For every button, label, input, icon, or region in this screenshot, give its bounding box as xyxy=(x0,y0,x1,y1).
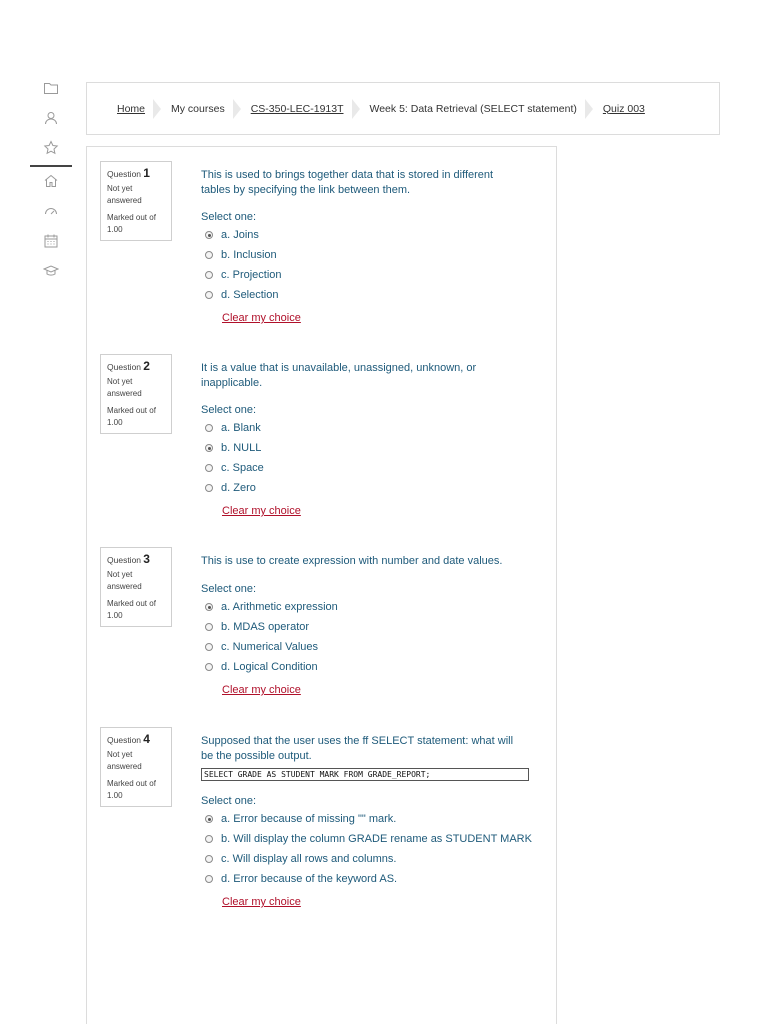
radio-button[interactable] xyxy=(205,603,213,611)
answer-option[interactable] xyxy=(205,422,261,434)
sql-code-block: SELECT GRADE AS STUDENT MARK FROM GRADE_REPORT; xyxy=(201,768,529,781)
question-number: 1 xyxy=(143,166,150,180)
radio-button[interactable] xyxy=(205,875,213,883)
answer-label[interactable]: b. Inclusion xyxy=(221,249,277,261)
question-info xyxy=(100,161,172,241)
user-icon[interactable] xyxy=(43,110,59,126)
radio-button[interactable] xyxy=(205,424,213,432)
answer-option[interactable] xyxy=(205,229,259,241)
answer-option[interactable] xyxy=(205,482,256,494)
answer-option[interactable] xyxy=(205,269,282,281)
answer-label[interactable]: a. Joins xyxy=(221,229,259,241)
select-one-prompt: Select one: xyxy=(201,795,257,807)
clear-choice-link[interactable]: Clear my choice xyxy=(222,312,301,324)
radio-button[interactable] xyxy=(205,444,213,452)
question-grade: Marked out of 1.00 xyxy=(107,779,156,800)
breadcrumb-separator xyxy=(153,99,161,119)
question-number: 2 xyxy=(143,359,150,373)
answer-label[interactable]: d. Zero xyxy=(221,482,256,494)
answer-option[interactable] xyxy=(205,442,261,454)
question-grade: Marked out of 1.00 xyxy=(107,599,156,620)
breadcrumb-separator xyxy=(233,99,241,119)
breadcrumb-separator xyxy=(352,99,360,119)
question-grade: Marked out of 1.00 xyxy=(107,406,156,427)
radio-button[interactable] xyxy=(205,643,213,651)
answer-label[interactable]: b. Will display the column GRADE rename as STUDENT MARK xyxy=(221,833,532,845)
breadcrumb-week[interactable]: Week 5: Data Retrieval (SELECT statement) xyxy=(369,102,577,115)
calendar-icon[interactable] xyxy=(43,233,59,249)
quiz-panel xyxy=(86,146,557,1024)
answer-label[interactable]: c. Projection xyxy=(221,269,282,281)
question-label: Question xyxy=(107,362,142,372)
answer-option[interactable] xyxy=(205,661,318,673)
radio-button[interactable] xyxy=(205,815,213,823)
answer-label[interactable]: d. Selection xyxy=(221,289,279,301)
radio-button[interactable] xyxy=(205,835,213,843)
radio-button[interactable] xyxy=(205,251,213,259)
answer-option[interactable] xyxy=(205,621,309,633)
answer-option[interactable] xyxy=(205,853,396,865)
question-label: Question xyxy=(107,169,142,179)
answer-label[interactable]: b. NULL xyxy=(221,442,262,454)
question-state: Not yet answered xyxy=(107,377,142,398)
question-state: Not yet answered xyxy=(107,184,142,205)
answer-option[interactable] xyxy=(205,813,396,825)
question-state: Not yet answered xyxy=(107,570,142,591)
dashboard-icon[interactable] xyxy=(43,203,59,219)
question-text: It is a value that is unavailable, unassigned, unknown, or inapplicable. xyxy=(201,362,477,389)
question-number: 3 xyxy=(143,552,150,566)
answer-label[interactable]: a. Arithmetic expression xyxy=(221,601,338,613)
question-state: Not yet answered xyxy=(107,750,142,771)
answer-label[interactable]: d. Logical Condition xyxy=(221,661,318,673)
question-text: This is used to brings together data that is stored in different tables by specifying the link between them. xyxy=(201,169,494,196)
rail-divider xyxy=(30,165,72,167)
breadcrumb-course[interactable]: CS-350-LEC-1913T xyxy=(250,102,344,115)
select-one-prompt: Select one: xyxy=(201,583,257,595)
breadcrumb-home[interactable]: Home xyxy=(117,102,146,115)
question-grade: Marked out of 1.00 xyxy=(107,213,156,234)
question-label: Question xyxy=(107,555,142,565)
answer-option[interactable] xyxy=(205,641,318,653)
clear-choice-link[interactable]: Clear my choice xyxy=(222,896,301,908)
folder-icon[interactable] xyxy=(43,80,59,96)
question-number: 4 xyxy=(143,732,150,746)
graduation-cap-icon[interactable] xyxy=(43,263,59,279)
select-one-prompt: Select one: xyxy=(201,211,257,223)
radio-button[interactable] xyxy=(205,291,213,299)
answer-option[interactable] xyxy=(205,833,532,845)
radio-button[interactable] xyxy=(205,623,213,631)
radio-button[interactable] xyxy=(205,231,213,239)
question-text: Supposed that the user uses the ff SELECT statement: what will be the possible output. xyxy=(201,735,514,762)
answer-option[interactable] xyxy=(205,249,277,261)
question-info xyxy=(100,547,172,627)
answer-label[interactable]: b. MDAS operator xyxy=(221,621,310,633)
question-text: This is use to create expression with number and date values. xyxy=(201,555,503,567)
question-label: Question xyxy=(107,735,142,745)
breadcrumb xyxy=(86,82,720,135)
home-icon[interactable] xyxy=(43,173,59,189)
clear-choice-link[interactable]: Clear my choice xyxy=(222,505,301,517)
breadcrumb-my-courses[interactable]: My courses xyxy=(171,102,225,115)
answer-label[interactable]: c. Numerical Values xyxy=(221,641,318,653)
radio-button[interactable] xyxy=(205,484,213,492)
answer-option[interactable] xyxy=(205,873,397,885)
radio-button[interactable] xyxy=(205,663,213,671)
answer-option[interactable] xyxy=(205,289,278,301)
answer-label[interactable]: c. Space xyxy=(221,462,264,474)
radio-button[interactable] xyxy=(205,271,213,279)
radio-button[interactable] xyxy=(205,855,213,863)
breadcrumb-quiz[interactable]: Quiz 003 xyxy=(602,102,645,115)
clear-choice-link[interactable]: Clear my choice xyxy=(222,684,301,696)
breadcrumb-separator xyxy=(585,99,593,119)
select-one-prompt: Select one: xyxy=(201,404,257,416)
answer-option[interactable] xyxy=(205,601,338,613)
answer-label[interactable]: a. Blank xyxy=(221,422,261,434)
answer-label[interactable]: a. Error because of missing "" mark. xyxy=(221,813,397,825)
radio-button[interactable] xyxy=(205,464,213,472)
answer-label[interactable]: c. Will display all rows and columns. xyxy=(221,853,397,865)
question-info xyxy=(100,727,172,807)
star-icon[interactable] xyxy=(43,140,59,156)
answer-label[interactable]: d. Error because of the keyword AS. xyxy=(221,873,398,885)
question-info xyxy=(100,354,172,434)
answer-option[interactable] xyxy=(205,462,264,474)
